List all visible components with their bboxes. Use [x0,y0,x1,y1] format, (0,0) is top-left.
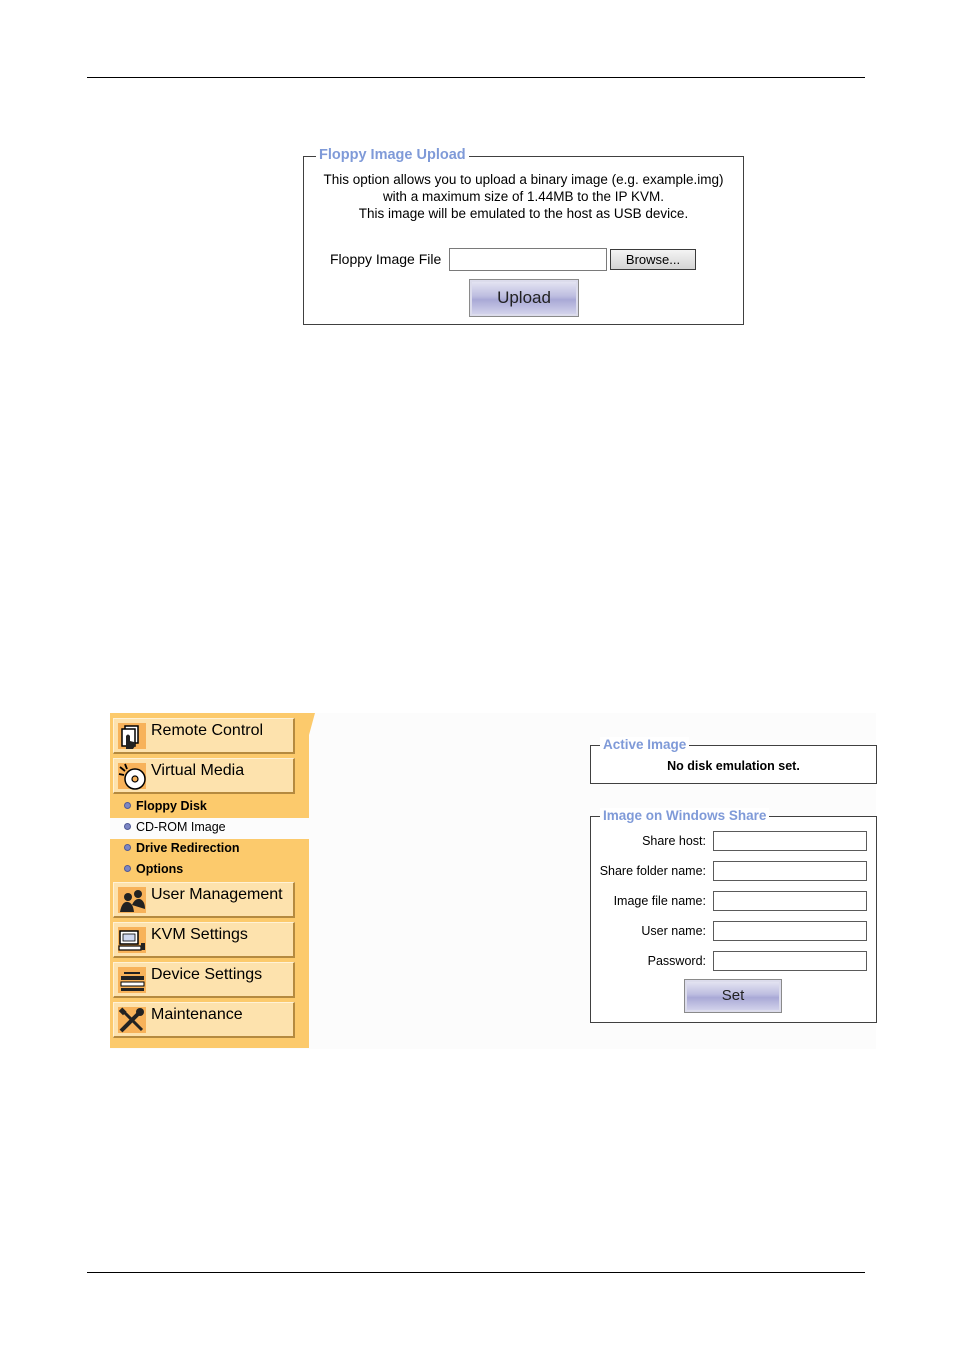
password-input[interactable] [713,951,867,971]
floppy-desc-line-3: This image will be emulated to the host as USB device. [358,206,689,221]
subitem-cd-rom-image[interactable]: CD-ROM Image [124,819,226,835]
bullet-icon [124,865,131,872]
share-host-input[interactable] [713,831,867,851]
subitem-options[interactable]: Options [124,861,183,877]
menu-kvm-settings[interactable] [113,922,295,958]
floppy-desc-line-2: with a maximum size of 1.44MB to the IP KVM. [382,189,665,204]
user-name-input[interactable] [713,921,867,941]
bullet-icon [124,844,131,851]
tools-icon [116,1005,148,1035]
password-label: Password: [647,954,706,968]
users-icon [116,885,148,915]
menu-user-management[interactable] [113,882,295,918]
active-image-panel [590,737,877,784]
floppy-desc-line-1: This option allows you to upload a binary image (e.g. example.img) [323,172,724,187]
bullet-icon [124,823,131,830]
subitem-drive-redirection[interactable]: Drive Redirection [124,840,240,856]
user-name-label: User name: [641,924,706,938]
floppy-upload-legend: Floppy Image Upload [316,147,469,163]
subitem-floppy-disk[interactable]: Floppy Disk [124,798,207,814]
upload-button[interactable]: Upload [469,279,579,317]
menu-maintenance-label: Maintenance [151,1006,243,1023]
bullet-icon [124,802,131,809]
menu-remote-control[interactable] [113,718,295,754]
top-rule [87,77,865,78]
share-host-label: Share host: [642,834,706,848]
image-file-label: Image file name: [613,894,706,908]
menu-user-management-label: User Management [151,886,283,903]
menu-maintenance[interactable] [113,1002,295,1038]
share-folder-input[interactable] [713,861,867,881]
hand-icon [116,721,148,751]
menu-virtual-media[interactable] [113,758,295,794]
bottom-rule [87,1272,865,1273]
active-image-legend: Active Image [600,737,689,752]
menu-device-settings[interactable] [113,962,295,998]
image-file-input[interactable] [713,891,867,911]
computer-icon [116,925,148,955]
active-image-status: No disk emulation set. [667,759,800,773]
floppy-file-input[interactable] [449,248,607,271]
menu-remote-control-label: Remote Control [151,722,264,739]
windows-share-legend: Image on Windows Share [600,808,769,823]
cd-icon [116,761,148,791]
browse-button[interactable]: Browse... [610,249,696,270]
set-button[interactable]: Set [684,979,782,1013]
floppy-description [304,171,743,222]
menu-kvm-settings-label: KVM Settings [151,926,248,943]
menu-virtual-media-label: Virtual Media [151,762,245,779]
menu-device-settings-label: Device Settings [151,966,263,983]
sidebar-corner [309,713,315,735]
share-folder-label: Share folder name: [599,864,706,878]
floppy-upload-panel [303,147,744,325]
device-icon [116,965,148,995]
floppy-file-label: Floppy Image File [330,251,442,267]
